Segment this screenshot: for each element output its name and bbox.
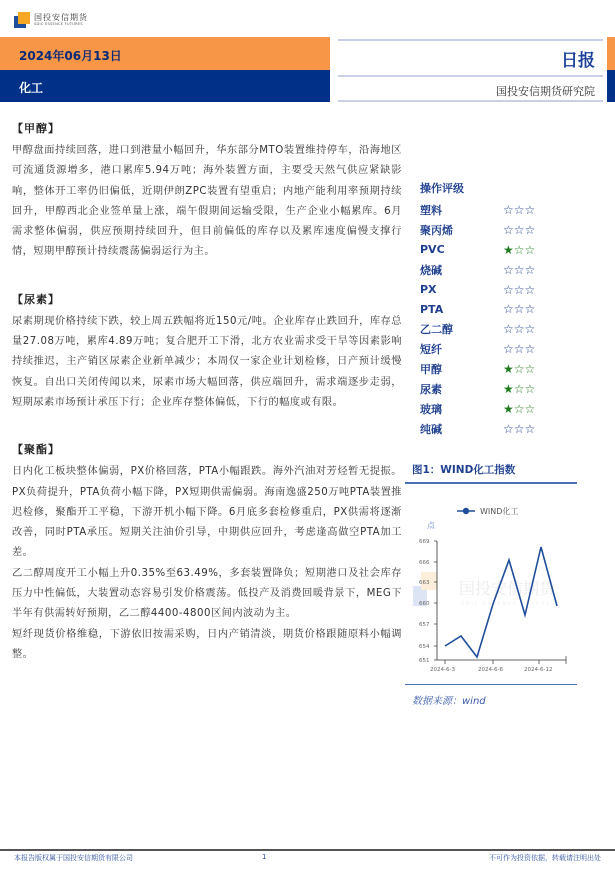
rating-product: PVC: [420, 243, 445, 257]
rating-product: PTA: [420, 302, 444, 316]
section-paragraph: 乙二醇周度开工小幅上升0.35%至63.49%，多套装置降负；短期港口及社会库存压力中性偏低，大装置动态容易引发价格震荡。低投产及消费回暖背景下，MEG下半年有供需转好预期，乙二醇4400-4800区间内波动为主。: [12, 567, 402, 620]
section-title: 【尿素】: [12, 292, 60, 306]
section-paragraph: 短纤现货价格维稳，下游依旧按需采购，日内产销清淡，期货价格跟随原料小幅调整。: [12, 628, 402, 660]
svg-text:669: 669: [419, 539, 430, 545]
section-paragraph: 甲醇盘面持续回落，进口到港量小幅回升，华东部分MTO装置维持停车，沿海地区可流通货源增多，港口累库5.94万吨；海外装置方面，主要受天然气供应紧缺影响，整体开工率仍旧偏低，近期伊朗ZPC装置有望重启；内地产能利用率预期持续回升，甲醇西北企业签单量上涨，端午假期间运输受限，生产企业小幅累库。6月需求整体偏弱，供应预期持续回升，但目前偏低的库存以及累库速度偏慢支撑行情，短期甲醇预计持续震荡偏弱运行为主。: [12, 145, 402, 258]
section-polyester: [12, 441, 402, 665]
rating-row: [420, 280, 610, 300]
institute-name: 国投安信期货研究院: [496, 85, 595, 98]
star-rating-icon: ☆☆☆: [503, 302, 536, 317]
section-methanol: [12, 120, 402, 263]
star-rating-icon: ☆☆☆: [503, 202, 536, 217]
rating-row: [420, 240, 610, 260]
rating-product: 烧碱: [420, 263, 442, 277]
figure-title: 图1：WIND化工指数: [412, 464, 516, 476]
rating-row: [420, 379, 610, 399]
star-rating-icon: ★☆☆: [503, 381, 536, 396]
svg-text:651: 651: [419, 658, 430, 664]
svg-text:654: 654: [419, 644, 430, 650]
rating-product: 塑料: [420, 203, 442, 217]
section-title: 【聚酯】: [12, 443, 60, 457]
rating-row: [420, 260, 610, 280]
header-right-box: [330, 37, 607, 102]
report-sector: 化工: [19, 81, 44, 95]
rating-product: 聚丙烯: [420, 223, 453, 237]
wind-chemical-index-chart: [405, 490, 595, 680]
logo-icon: [14, 12, 30, 28]
figure-bottom-rule: [405, 684, 577, 685]
report-type: 日报: [561, 51, 595, 71]
rating-product: 乙二醇: [420, 323, 453, 337]
svg-text:2024-6-6: 2024-6-6: [478, 667, 503, 673]
operation-ratings: [420, 180, 610, 439]
rating-row: [420, 319, 610, 339]
rating-row: [420, 359, 610, 379]
footer-copyright: 本报告版权属于国投安信期货有限公司: [14, 854, 133, 862]
footer-rule: [0, 849, 615, 851]
rating-row: [420, 220, 610, 240]
star-rating-icon: ★☆☆: [503, 362, 536, 377]
svg-text:SDIC ESSENCE FUTURES: SDIC ESSENCE FUTURES: [461, 602, 557, 607]
star-rating-icon: ☆☆☆: [503, 421, 536, 436]
ratings-title: 操作评级: [420, 182, 464, 195]
star-rating-icon: ☆☆☆: [503, 222, 536, 237]
star-rating-icon: ☆☆☆: [503, 282, 536, 297]
y-axis: [419, 539, 437, 664]
rating-row: [420, 200, 610, 220]
section-paragraph: 尿素期现价格持续下跌，较上周五跌幅将近150元/吨。企业库存止跌回升，库存总量27.08万吨，累库4.89万吨；复合肥开工下滑，北方农业需求受干旱等因素影响持续推迟，主产销区尿素企业新单减少；本周仅一家企业计划检修，日产预计缓慢恢复。自出口关闭传闻以来，尿素市场大幅回落，供应端回升，需求端逐步走弱，短期尿素市场预计承压下行；企业库存整体偏低，下行的幅度或有限。: [12, 315, 402, 408]
logo-en: SDIC ESSENCE FUTURES: [34, 21, 83, 26]
rating-row: [420, 339, 610, 359]
logo-cn: 国投安信期货: [34, 12, 88, 22]
header-band-navy: [0, 70, 330, 102]
star-rating-icon: ☆☆☆: [503, 322, 536, 337]
figure-rule: [405, 482, 577, 484]
star-rating-icon: ★☆☆: [503, 401, 536, 416]
rating-product: 短纤: [420, 343, 442, 357]
svg-text:666: 666: [419, 560, 430, 566]
star-rating-icon: ☆☆☆: [503, 342, 536, 357]
rating-product: 甲醇: [420, 363, 442, 377]
rating-product: 纯碱: [420, 422, 442, 436]
divider: [338, 39, 603, 41]
section-urea: [12, 291, 402, 413]
svg-text:2024-6-12: 2024-6-12: [524, 667, 553, 673]
divider: [338, 100, 603, 102]
rating-product: PX: [420, 283, 437, 296]
svg-text:657: 657: [419, 622, 430, 628]
svg-text:2024-6-3: 2024-6-3: [430, 667, 455, 673]
rating-row: [420, 299, 610, 319]
commentary-column: [12, 120, 402, 685]
data-source: 数据来源：wind: [412, 696, 486, 707]
header-band-navy-right: [607, 70, 615, 102]
page-number: 1: [262, 853, 267, 861]
chart-legend: [457, 506, 518, 516]
rating-row: [420, 419, 610, 439]
company-logo: [14, 10, 88, 30]
divider: [338, 75, 603, 77]
svg-text:663: 663: [419, 580, 430, 586]
rating-product: 尿素: [420, 382, 442, 396]
rating-row: [420, 399, 610, 419]
svg-text:660: 660: [419, 601, 430, 607]
section-title: 【甲醇】: [12, 122, 60, 135]
report-date: 2024年06月13日: [19, 49, 122, 63]
rating-product: 玻璃: [420, 402, 442, 416]
svg-text:WIND化工: WIND化工: [480, 507, 519, 516]
footer-disclaimer: 不可作为投资依据，转载请注明出处: [489, 854, 601, 862]
star-rating-icon: ☆☆☆: [503, 262, 536, 277]
y-axis-label: 点: [427, 521, 435, 530]
header-band-orange-right: [607, 37, 615, 70]
section-paragraph: 日内化工板块整体偏弱，PX价格回落，PTA小幅跟跌。海外汽油对芳烃暂无提振。PX负荷提升，PTA负荷小幅下降，PX短期供需偏弱。海南逸盛250万吨PTA装置推迟检修，聚酯开工平稳，下游开机小幅下降。6月底多套检修重启，PX供需将逐渐改善，同时PTA承压。短期关注油价引导，中期供应回升，考虑逢高做空PTA加工差。: [12, 466, 402, 559]
svg-text:国投安信期货: 国投安信期货: [459, 579, 556, 598]
x-axis: [430, 656, 566, 673]
star-rating-icon: ★☆☆: [503, 242, 536, 257]
